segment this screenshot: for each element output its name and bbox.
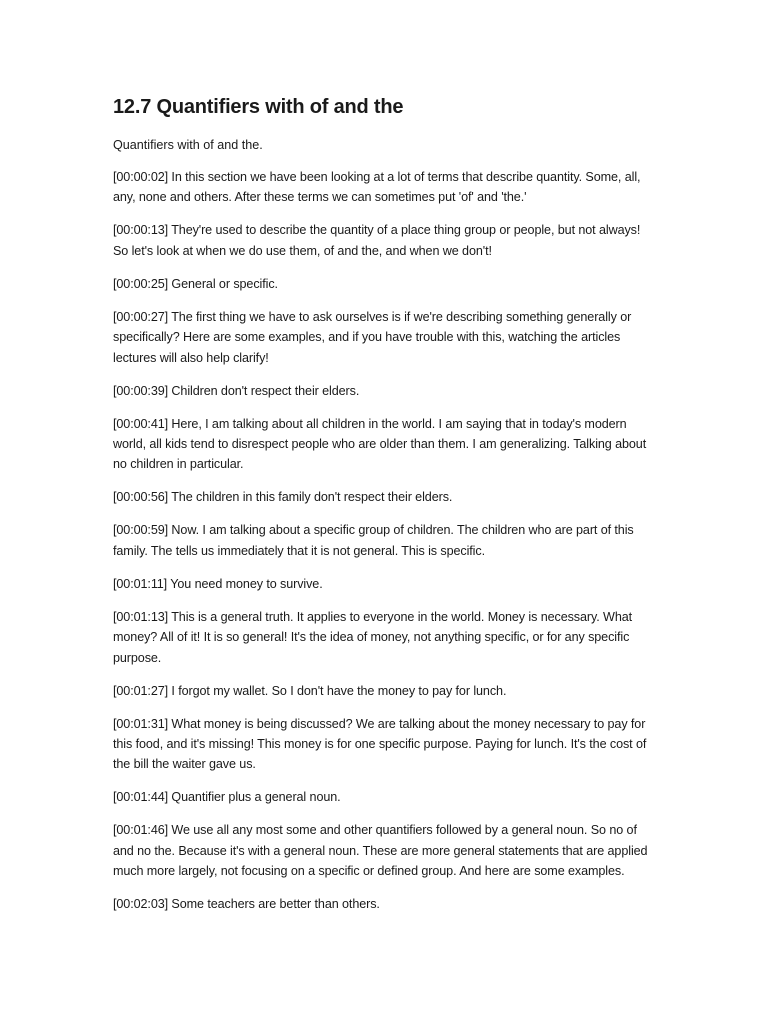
transcript-paragraph: [00:00:13] They're used to describe the quantity of a place thing group or people, but not always! So let's look at when we do use them, of and the, and when we don't!: [113, 223, 641, 258]
transcript-paragraph: [00:00:27] The first thing we have to ask ourselves is if we're describing something generally or specifically? Here are some examples, and if you have trouble with this, watching the articles lectures will also help clarify!: [113, 309, 632, 365]
transcript-paragraph: [00:01:13] This is a general truth. It applies to everyone in the world. Money is necessary. What money? All of it! It is so general! It's the idea of money, not anything specific, or for any specific purpose.: [113, 609, 633, 665]
transcript-paragraph: [00:01:31] What money is being discussed? We are talking about the money necessary to pay for this food, and it's missing! This money is for one specific purpose. Paying for lunch. It's the cost of the bill the waiter gave us.: [113, 716, 647, 772]
transcript-paragraph: [00:01:27] I forgot my wallet. So I don't have the money to pay for lunch.: [113, 683, 507, 698]
transcript-paragraph: [00:01:46] We use all any most some and other quantifiers followed by a general noun. So no of and no the. Because it's with a general noun. These are more general statements that are applied much more largely, not focusing on a specific or defined group. And here are some examples.: [113, 823, 648, 879]
page-title: 12.7 Quantifiers with of and the: [113, 96, 404, 118]
transcript-paragraph: [00:01:11] You need money to survive.: [113, 576, 323, 591]
transcript-paragraph: [00:00:59] Now. I am talking about a specific group of children. The children who are part of this family. The tells us immediately that it is not general. This is specific.: [113, 523, 634, 558]
transcript-paragraph: [00:00:39] Children don't respect their elders.: [113, 383, 360, 398]
transcript-paragraph: [00:00:02] In this section we have been looking at a lot of terms that describe quantity. Some, all, any, none and others. After these terms we can sometimes put 'of' and 'the.': [113, 170, 641, 205]
transcript-paragraph: [00:00:41] Here, I am talking about all children in the world. I am saying that in today's modern world, all kids tend to disrespect people who are older than them. I am generalizing. Talking about no children in particular.: [113, 416, 647, 472]
document-page: [113, 94, 658, 927]
transcript-paragraph: [00:01:44] Quantifier plus a general noun.: [113, 790, 341, 805]
transcript-paragraph: [00:02:03] Some teachers are better than others.: [113, 897, 380, 912]
transcript-paragraph: [00:00:25] General or specific.: [113, 276, 278, 291]
document-subtitle: Quantifiers with of and the.: [113, 138, 263, 152]
transcript-paragraph: [00:00:56] The children in this family don't respect their elders.: [113, 490, 453, 505]
